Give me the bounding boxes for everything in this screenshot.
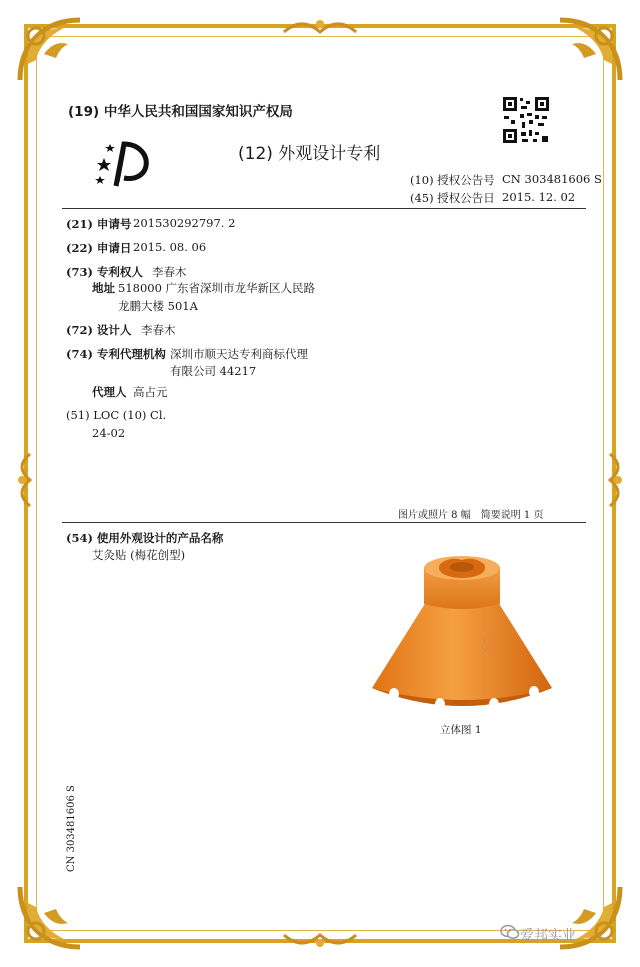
app-no-value: 201530292797. 2 xyxy=(133,216,236,230)
figure-caption: 立体图 1 xyxy=(440,724,482,736)
address-label: 地址 xyxy=(92,281,115,295)
product-value: 艾灸贴 (梅花创型) xyxy=(92,548,186,562)
app-no-label: (21) 申请号 xyxy=(66,217,132,231)
designer-value: 李春木 xyxy=(141,323,176,337)
svg-text:好: 好 xyxy=(480,635,500,659)
loc-value: 24-02 xyxy=(92,426,126,440)
watermark-text: 爱邦实业 xyxy=(520,928,576,944)
top-ornament-icon xyxy=(280,16,360,38)
corner-ornament-icon xyxy=(554,14,626,86)
left-ornament-icon xyxy=(14,450,36,510)
section-divider xyxy=(62,522,586,523)
patentee-label: (73) 专利权人 xyxy=(66,265,143,279)
right-ornament-icon xyxy=(604,450,626,510)
agency-line1: 深圳市顺天达专利商标代理 xyxy=(170,347,308,361)
summary-line: 图片或照片 8 幅 简要说明 1 页 xyxy=(398,510,544,521)
authority-title: (19) 中华人民共和国国家知识产权局 xyxy=(68,104,293,120)
corner-ornament-icon xyxy=(14,881,86,953)
corner-ornament-icon xyxy=(14,14,86,86)
agency-label: (74) 专利代理机构 xyxy=(66,347,166,361)
agent-label: 代理人 xyxy=(92,385,127,399)
header-divider xyxy=(62,208,586,209)
vertical-publication-id: CN 303481606 S xyxy=(66,785,77,872)
product-label: (54) 使用外观设计的产品名称 xyxy=(66,531,224,545)
grant-no-label: (10) 授权公告号 xyxy=(410,173,495,187)
grant-date-value: 2015. 12. 02 xyxy=(502,190,576,204)
grant-date-label: (45) 授权公告日 xyxy=(410,191,495,205)
qr-code-icon xyxy=(502,96,550,144)
address-line2: 龙鹏大楼 501A xyxy=(118,299,198,313)
grant-no-value: CN 303481606 S xyxy=(502,172,602,186)
designer-label: (72) 设计人 xyxy=(66,323,132,337)
app-date-label: (22) 申请日 xyxy=(66,241,132,255)
app-date-value: 2015. 08. 06 xyxy=(133,240,207,254)
cnipa-emblem-icon xyxy=(94,136,154,190)
address-line1: 518000 广东省深圳市龙华新区人民路 xyxy=(118,281,316,295)
loc-label: (51) LOC (10) Cl. xyxy=(66,408,167,422)
product-image xyxy=(368,548,556,720)
agency-line2: 有限公司 44217 xyxy=(170,364,257,378)
bottom-ornament-icon xyxy=(280,929,360,951)
wechat-icon xyxy=(500,924,520,940)
agent-value: 高占元 xyxy=(133,385,168,399)
patentee-value: 李春木 xyxy=(152,265,187,279)
doc-type-title: (12) 外观设计专利 xyxy=(238,144,381,164)
